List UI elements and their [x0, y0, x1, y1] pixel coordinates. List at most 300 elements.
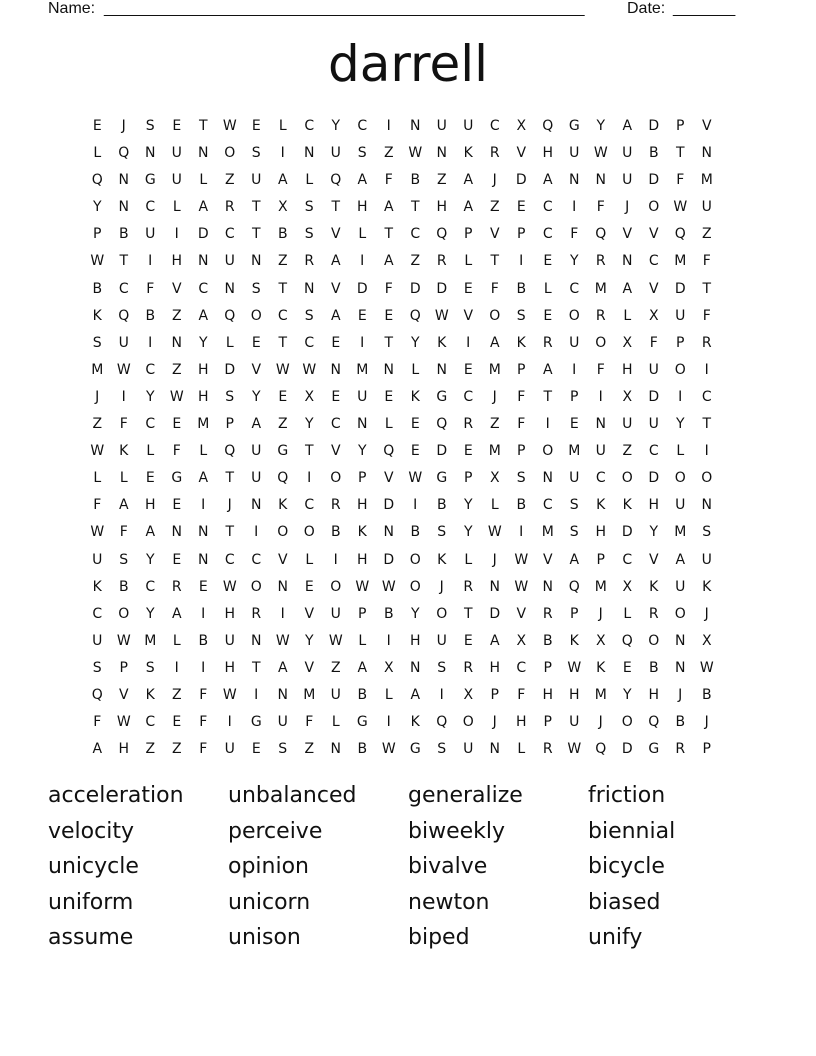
grid-cell: R [171, 578, 182, 595]
grid-cell: H [568, 686, 580, 703]
grid-cell: R [595, 307, 606, 324]
grid-cell: T [304, 443, 314, 460]
word-list [48, 780, 768, 958]
name-field-line: ______________________________________________________ [104, 0, 585, 17]
grid-cell: L [93, 470, 102, 487]
grid-cell: M [303, 686, 316, 703]
grid-cell: M [541, 524, 554, 541]
grid-cell: Z [92, 416, 103, 433]
grid-cell: R [595, 253, 606, 270]
grid-cell: W [434, 307, 449, 324]
grid-cell: C [410, 226, 421, 243]
grid-cell: Y [304, 416, 314, 433]
grid-cell: H [224, 605, 236, 622]
grid-cell: H [409, 632, 421, 649]
grid-cell: Q [436, 226, 448, 243]
grid-cell: S [119, 551, 129, 568]
grid-cell: W [90, 253, 105, 270]
grid-cell: D [648, 172, 660, 189]
grid-cell: Z [701, 226, 712, 243]
grid-cell: X [277, 199, 288, 216]
grid-cell: P [543, 659, 552, 676]
grid-cell: S [569, 497, 579, 514]
grid-cell: H [648, 497, 660, 514]
grid-cell: F [93, 497, 102, 514]
grid-cell: U [330, 145, 341, 162]
grid-cell: B [516, 280, 527, 297]
grid-cell: N [277, 578, 288, 595]
grid-cell: P [517, 443, 526, 460]
grid-cell: W [222, 118, 237, 134]
grid-cell: T [384, 226, 394, 243]
grid-cell: X [463, 686, 474, 703]
grid-cell: J [598, 714, 603, 731]
grid-cell: E [357, 307, 367, 324]
grid-cell: E [543, 253, 553, 270]
grid-cell: W [567, 659, 582, 676]
grid-cell: A [542, 361, 553, 378]
grid-cell: H [621, 361, 633, 378]
grid-cell: Y [649, 524, 659, 541]
grid-cell: N [542, 470, 553, 487]
grid-cell: T [278, 334, 288, 351]
grid-cell: P [93, 226, 102, 243]
grid-cell: V [330, 280, 341, 297]
grid-cell: Y [304, 632, 314, 649]
grid-cell: F [119, 524, 128, 541]
grid-cell: I [360, 334, 365, 351]
grid-cell: H [648, 686, 660, 703]
grid-cell: I [519, 253, 524, 270]
grid-cell: J [704, 714, 709, 731]
grid-cell: V [330, 443, 341, 460]
grid-cell: N [118, 199, 129, 216]
grid-cell: W [90, 524, 105, 541]
grid-cell: T [331, 199, 341, 216]
grid-cell: O [330, 470, 342, 487]
grid-cell: Q [648, 714, 660, 731]
grid-cell: I [174, 659, 179, 676]
grid-cell: N [198, 145, 209, 162]
grid-cell: U [171, 145, 182, 162]
grid-cell: W [328, 632, 343, 649]
grid-cell: G [277, 443, 289, 460]
grid-cell: O [303, 524, 315, 541]
grid-cell: F [93, 714, 102, 731]
grid-cell: F [702, 307, 711, 324]
grid-cell: K [92, 307, 102, 324]
grid-cell: G [568, 118, 580, 134]
grid-cell: H [144, 497, 156, 514]
grid-cell: E [278, 388, 288, 405]
grid-cell: M [674, 253, 687, 270]
grid-cell: L [172, 199, 181, 216]
grid-cell: D [356, 280, 368, 297]
grid-cell: E [172, 416, 182, 433]
grid-row [84, 628, 720, 655]
grid-cell: Y [569, 253, 579, 270]
grid-cell: I [201, 605, 206, 622]
grid-cell: E [543, 307, 553, 324]
grid-cell: Y [463, 497, 473, 514]
grid-cell: E [463, 280, 473, 297]
grid-cell: X [648, 307, 659, 324]
grid-cell: A [622, 280, 633, 297]
grid-cell: W [222, 686, 237, 703]
grid-cell: O [462, 714, 474, 731]
grid-cell: W [275, 632, 290, 649]
word-list-item: velocity [48, 818, 134, 844]
grid-cell: E [463, 443, 473, 460]
grid-cell: U [224, 632, 235, 649]
grid-cell: U [569, 714, 580, 731]
grid-cell: I [598, 388, 603, 405]
grid-cell: Z [171, 741, 182, 758]
grid-cell: M [488, 361, 501, 378]
grid-cell: K [437, 551, 447, 568]
grid-cell: B [383, 605, 394, 622]
word-list-item: opinion [228, 854, 309, 880]
grid-cell: R [463, 416, 474, 433]
grid-cell: L [199, 443, 208, 460]
grid-row [84, 519, 720, 546]
grid-cell: F [119, 416, 128, 433]
grid-cell: R [436, 253, 447, 270]
grid-cell: V [648, 551, 659, 568]
grid-cell: T [119, 253, 129, 270]
word-list-item: acceleration [48, 783, 184, 808]
grid-cell: D [648, 388, 660, 405]
grid-cell: O [250, 578, 262, 595]
grid-cell: P [490, 686, 499, 703]
grid-cell: H [595, 524, 607, 541]
grid-cell: F [596, 199, 605, 216]
grid-cell: U [224, 253, 235, 270]
grid-cell: T [251, 199, 261, 216]
grid-row [84, 221, 720, 248]
grid-cell: L [464, 253, 473, 270]
grid-cell: I [148, 334, 153, 351]
grid-cell: D [515, 172, 527, 189]
grid-cell: S [357, 145, 367, 162]
grid-cell: O [489, 307, 501, 324]
grid-cell: P [676, 118, 685, 134]
word-list-item: unbalanced [228, 783, 357, 808]
grid-cell: O [621, 714, 633, 731]
grid-cell: U [251, 172, 262, 189]
grid-cell: Z [224, 172, 235, 189]
grid-cell: X [595, 632, 606, 649]
grid-cell: S [516, 470, 526, 487]
grid-cell: Y [622, 686, 632, 703]
grid-cell: E [622, 659, 632, 676]
grid-cell: A [330, 307, 341, 324]
grid-cell: K [569, 632, 579, 649]
grid-cell: I [174, 226, 179, 243]
grid-row [84, 574, 720, 601]
grid-cell: S [569, 524, 579, 541]
grid-cell: R [489, 145, 500, 162]
grid-cell: M [674, 524, 687, 541]
grid-cell: L [146, 443, 155, 460]
grid-cell: C [489, 118, 500, 134]
grid-cell: Q [621, 632, 633, 649]
grid-cell: S [278, 741, 288, 758]
grid-cell: Z [171, 361, 182, 378]
grid-cell: L [384, 416, 393, 433]
grid-cell: Q [595, 226, 607, 243]
grid-cell: A [330, 253, 341, 270]
grid-cell: P [225, 416, 234, 433]
grid-cell: E [172, 118, 182, 134]
grid-cell: U [622, 145, 633, 162]
grid-cell: X [622, 334, 633, 351]
grid-cell: N [171, 334, 182, 351]
grid-cell: G [436, 470, 448, 487]
grid-cell: D [621, 741, 633, 758]
grid-cell: X [622, 578, 633, 595]
grid-cell: B [357, 741, 368, 758]
grid-cell: Y [596, 118, 606, 134]
grid-cell: N [383, 524, 394, 541]
grid-cell: Q [383, 443, 395, 460]
grid-cell: S [437, 741, 447, 758]
grid-cell: U [701, 199, 712, 216]
grid-cell: U [436, 118, 447, 134]
grid-cell: N [330, 361, 341, 378]
grid-cell: D [383, 551, 395, 568]
word-list-item: unison [228, 925, 301, 951]
grid-cell: I [201, 659, 206, 676]
grid-cell: D [648, 118, 660, 134]
grid-cell: C [542, 199, 553, 216]
grid-cell: F [384, 280, 393, 297]
grid-cell: I [572, 361, 577, 378]
grid-cell: P [464, 226, 473, 243]
grid-cell: N [675, 659, 686, 676]
grid-cell: E [172, 551, 182, 568]
grid-cell: Q [224, 307, 236, 324]
grid-cell: M [594, 578, 607, 595]
grid-cell: I [201, 497, 206, 514]
grid-cell: C [145, 714, 156, 731]
grid-cell: I [227, 714, 232, 731]
grid-cell: L [517, 741, 526, 758]
grid-row [84, 113, 720, 140]
grid-cell: T [490, 253, 500, 270]
grid-cell: Y [145, 605, 155, 622]
grid-row [84, 411, 720, 438]
grid-cell: E [198, 578, 208, 595]
grid-cell: M [197, 416, 210, 433]
date-field-line: _______ [673, 0, 736, 17]
grid-cell: R [542, 741, 553, 758]
grid-cell: Q [91, 686, 103, 703]
grid-cell: F [305, 714, 314, 731]
grid-cell: U [463, 118, 474, 134]
grid-cell: E [384, 307, 394, 324]
grid-cell: C [118, 280, 129, 297]
grid-cell: K [596, 497, 606, 514]
grid-cell: D [674, 280, 686, 297]
grid-cell: U [648, 416, 659, 433]
grid-cell: G [356, 714, 368, 731]
grid-cell: N [436, 145, 447, 162]
grid-cell: E [251, 118, 261, 134]
word-list-item: friction [588, 783, 666, 808]
grid-row [84, 330, 720, 357]
grid-cell: Q [277, 470, 289, 487]
grid-cell: K [702, 578, 712, 595]
grid-cell: V [648, 280, 659, 297]
word-list-item: generalize [408, 783, 523, 808]
grid-row [84, 357, 720, 384]
grid-cell: I [678, 388, 683, 405]
grid-cell: O [542, 443, 554, 460]
grid-cell: O [118, 605, 130, 622]
grid-cell: H [356, 551, 368, 568]
grid-cell: C [145, 361, 156, 378]
grid-cell: S [145, 118, 155, 134]
grid-cell: T [410, 199, 420, 216]
grid-cell: F [517, 686, 526, 703]
grid-cell: I [333, 551, 338, 568]
grid-cell: U [675, 307, 686, 324]
grid-cell: N [198, 551, 209, 568]
grid-cell: M [356, 361, 369, 378]
grid-cell: F [649, 334, 658, 351]
grid-cell: S [304, 199, 314, 216]
grid-cell: A [383, 253, 394, 270]
grid-cell: K [463, 145, 473, 162]
grid-cell: L [676, 443, 685, 460]
grid-cell: W [302, 361, 317, 378]
grid-cell: P [358, 470, 367, 487]
grid-row [84, 194, 720, 221]
grid-cell: R [542, 605, 553, 622]
grid-cell: A [277, 172, 288, 189]
grid-cell: I [360, 253, 365, 270]
grid-cell: Z [410, 253, 421, 270]
grid-cell: W [514, 551, 529, 568]
grid-cell: W [381, 578, 396, 595]
grid-cell: A [198, 470, 209, 487]
grid-cell: U [171, 172, 182, 189]
grid-cell: V [304, 659, 315, 676]
grid-cell: N [304, 280, 315, 297]
grid-cell: N [198, 253, 209, 270]
grid-cell: F [384, 172, 393, 189]
grid-cell: D [621, 524, 633, 541]
word-list-item: unify [588, 925, 643, 951]
grid-cell: N [171, 524, 182, 541]
grid-cell: O [250, 307, 262, 324]
grid-cell: N [198, 524, 209, 541]
grid-row [84, 547, 720, 574]
grid-cell: E [410, 443, 420, 460]
grid-cell: B [542, 632, 553, 649]
grid-cell: C [357, 118, 368, 134]
grid-cell: P [358, 605, 367, 622]
word-list-item: newton [408, 889, 490, 915]
grid-cell: I [280, 145, 285, 162]
grid-cell: D [436, 443, 448, 460]
grid-cell: N [251, 632, 262, 649]
grid-cell: C [516, 659, 527, 676]
grid-cell: D [489, 605, 501, 622]
grid-cell: C [224, 551, 235, 568]
grid-cell: R [701, 334, 712, 351]
grid-cell: R [463, 659, 474, 676]
grid-cell: G [250, 714, 262, 731]
grid-cell: Z [277, 416, 288, 433]
grid-cell: C [145, 416, 156, 433]
word-list-item: unicorn [228, 889, 311, 915]
grid-cell: H [436, 199, 448, 216]
grid-cell: A [489, 632, 500, 649]
grid-cell: K [622, 497, 632, 514]
grid-cell: Y [410, 605, 420, 622]
grid-cell: Z [277, 253, 288, 270]
grid-cell: V [304, 605, 315, 622]
grid-cell: J [227, 497, 232, 514]
grid-row [84, 709, 720, 736]
grid-cell: O [409, 551, 421, 568]
grid-row [84, 682, 720, 709]
grid-cell: M [594, 280, 607, 297]
grid-cell: L [331, 714, 340, 731]
grid-cell: W [408, 470, 423, 487]
grid-cell: U [330, 686, 341, 703]
grid-cell: I [280, 605, 285, 622]
grid-cell: L [358, 632, 367, 649]
grid-cell: U [569, 334, 580, 351]
grid-cell: F [172, 443, 181, 460]
grid-cell: S [437, 659, 447, 676]
grid-cell: L [623, 605, 632, 622]
grid-cell: C [145, 199, 156, 216]
grid-cell: N [330, 741, 341, 758]
grid-cell: A [251, 416, 262, 433]
grid-cell: A [542, 172, 553, 189]
grid-cell: L [278, 118, 287, 134]
grid-cell: C [304, 497, 315, 514]
grid-cell: S [516, 307, 526, 324]
grid-cell: U [622, 172, 633, 189]
grid-cell: Z [171, 686, 182, 703]
grid-cell: C [648, 443, 659, 460]
grid-cell: U [675, 578, 686, 595]
grid-cell: H [356, 497, 368, 514]
grid-cell: B [198, 632, 209, 649]
grid-cell: A [357, 172, 368, 189]
grid-cell: A [198, 199, 209, 216]
grid-cell: E [569, 416, 579, 433]
word-list-item: bicycle [588, 854, 665, 880]
grid-cell: E [172, 497, 182, 514]
grid-row [84, 736, 720, 763]
grid-cell: A [171, 605, 182, 622]
grid-cell: B [410, 524, 421, 541]
grid-cell: Z [489, 416, 500, 433]
grid-cell: L [358, 226, 367, 243]
grid-cell: Q [91, 172, 103, 189]
grid-cell: N [436, 361, 447, 378]
grid-cell: Y [145, 551, 155, 568]
grid-cell: A [489, 334, 500, 351]
grid-cell: C [198, 280, 209, 297]
grid-cell: U [251, 443, 262, 460]
